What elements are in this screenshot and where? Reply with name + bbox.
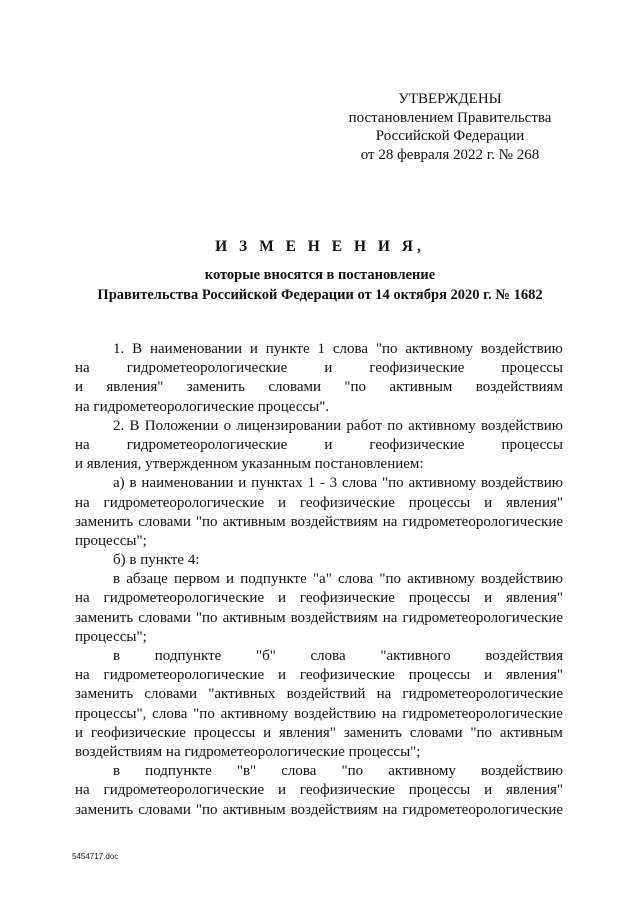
body-word: на — [75, 667, 90, 684]
body-line — [75, 398, 563, 417]
body-word: воздействию — [480, 341, 563, 357]
body-line — [75, 685, 563, 704]
body-word: 3 — [329, 475, 338, 492]
body-word: процессы"; — [75, 532, 147, 549]
body-word: по — [387, 417, 403, 434]
body-word: и — [484, 782, 493, 799]
body-word: заменить — [75, 686, 134, 703]
body-word: геофизические — [299, 590, 395, 607]
body-word: явления" — [505, 667, 563, 684]
body-word: воздействиям — [290, 801, 378, 818]
body-word: активным — [222, 513, 286, 530]
body-word: "активного — [380, 648, 451, 664]
body-word: подпункте — [145, 763, 212, 780]
footer-doc-name: 5454717.doc — [72, 852, 119, 861]
body-word: на — [382, 609, 398, 626]
body-word: гидрометеорологические — [103, 494, 265, 511]
body-word: геофизические — [299, 667, 395, 684]
body-word: заменить — [75, 513, 134, 530]
body-word: В — [129, 417, 140, 434]
body-word: процессы — [408, 782, 471, 799]
body-line — [75, 359, 563, 378]
body-word: "по — [341, 763, 364, 780]
body-word: слова — [332, 341, 369, 357]
body-word: процессы — [501, 360, 563, 377]
body-word: в — [113, 648, 121, 664]
body-word: словами — [138, 801, 191, 818]
body-word: и — [484, 494, 493, 511]
body-word: геофизические — [369, 436, 465, 453]
body-word: лицензировании — [236, 417, 342, 434]
body-word: воздействиям на гидрометеорологические процессы"; — [75, 743, 421, 760]
body-word: и — [324, 360, 333, 377]
body-word: гидрометеорологические — [402, 609, 563, 626]
body-word: воздействиям — [475, 379, 563, 396]
body-word: и — [277, 494, 286, 511]
body-line — [75, 647, 563, 666]
body-line — [75, 743, 563, 762]
body-word: явления" — [106, 379, 164, 396]
body-word: воздействию — [294, 705, 377, 722]
body-word: в — [113, 763, 121, 780]
body-word: явления" — [278, 724, 336, 741]
body-line — [75, 494, 563, 513]
body-word: гидрометеорологические — [402, 513, 563, 530]
body-line — [75, 455, 563, 474]
body-word: "по — [344, 379, 367, 396]
body-word: наименовании — [149, 341, 242, 357]
body-word: подпункте — [240, 571, 307, 588]
body-word: явления" — [505, 494, 563, 511]
body-word: активным — [499, 724, 563, 741]
body-word: 1 — [307, 475, 315, 492]
body-word: и — [484, 667, 493, 684]
body-line — [75, 609, 563, 628]
body-word: активному — [220, 705, 289, 722]
body-line — [75, 762, 563, 781]
body-word: в — [129, 475, 137, 492]
body-line — [75, 340, 563, 359]
body-word: слова — [341, 475, 378, 492]
body-word: "по — [379, 571, 401, 588]
body-word: слова — [338, 571, 374, 588]
body-word: и — [238, 475, 247, 492]
approved-line-3: от 28 февраля 2022 г. № 268 — [360, 146, 540, 163]
body-word: "а" — [312, 571, 332, 588]
body-word: - — [319, 475, 325, 492]
body-line — [75, 589, 563, 608]
body-line — [75, 513, 563, 532]
body-line — [75, 474, 563, 493]
body-word: "по — [375, 341, 398, 357]
body-line — [75, 436, 563, 455]
body-word: процессы — [408, 590, 471, 607]
body-word: "по — [470, 724, 493, 741]
body-word: активным — [389, 379, 453, 396]
body-word: о — [223, 417, 232, 434]
body-word: и — [277, 667, 286, 684]
body-word: словами — [409, 724, 463, 741]
body-word: и — [226, 571, 235, 588]
body-word: 2. — [113, 417, 125, 434]
body-word: процессы"; — [75, 628, 147, 645]
body-word: и явления, утвержденном указанным постановлением: — [75, 456, 424, 473]
body-word: гидрометеорологические — [103, 590, 265, 607]
body-word: заменить — [186, 379, 245, 396]
body-word: заменить — [75, 609, 134, 626]
body-word: первом — [173, 571, 220, 588]
body-word: активному — [388, 763, 456, 780]
body-word: активным — [222, 801, 286, 818]
body-word: воздействий — [286, 686, 366, 703]
body-word: 1. — [113, 341, 125, 357]
body-word: активным — [222, 609, 286, 626]
body-word: работ — [346, 417, 383, 434]
body-word: воздействия — [485, 648, 563, 664]
body-word: подпункте — [154, 648, 222, 664]
body-word: словами — [144, 686, 198, 703]
body-word: словами — [268, 379, 322, 396]
body-word: активному — [405, 341, 474, 357]
body-line — [75, 666, 563, 685]
body-word: воздействиям — [290, 609, 378, 626]
body-word: а) — [113, 475, 125, 492]
approved-title: УТВЕРЖДЕНЫ — [398, 91, 502, 107]
body-word: активному — [407, 571, 475, 588]
document-subtitle — [60, 265, 580, 305]
body-word: геофизические — [299, 494, 395, 511]
body-word: на — [382, 801, 398, 818]
body-word: и — [75, 724, 84, 741]
body-word: слова — [310, 648, 346, 664]
body-word: Положении — [144, 417, 219, 434]
body-word: пункте — [265, 341, 310, 357]
body-word: гидрометеорологические — [402, 705, 563, 722]
body-line — [75, 570, 563, 589]
body-line — [75, 724, 563, 743]
body-word: воздействиям — [290, 513, 378, 530]
body-word: слова — [281, 763, 317, 780]
body-word: геофизические — [90, 724, 186, 741]
body-word: "по — [195, 801, 218, 818]
body-word: словами — [138, 513, 191, 530]
body-word: и — [484, 590, 493, 607]
body-word: и — [277, 782, 286, 799]
body-line — [75, 532, 563, 551]
body-word: воздействию — [480, 417, 563, 434]
body-word: на — [75, 590, 90, 607]
body-word: на — [382, 513, 398, 530]
body-word: на — [75, 782, 90, 799]
body-word: на гидрометеорологические процессы". — [75, 398, 330, 415]
body-word: и — [277, 590, 286, 607]
body-word: в — [113, 571, 121, 588]
body-word: "в" — [236, 763, 257, 780]
body-word: геофизические — [299, 782, 395, 799]
approval-block — [330, 90, 570, 164]
body-word: активному — [408, 475, 477, 492]
body-word: на — [75, 436, 90, 453]
body-word: гидрометеорологические — [402, 801, 563, 818]
approved-line-1: постановлением Правительства — [348, 109, 552, 126]
body-line — [75, 781, 563, 800]
body-word: наименовании — [141, 475, 234, 492]
body-word: и — [324, 436, 333, 453]
body-word: явления" — [505, 782, 563, 799]
body-word: "по — [195, 513, 218, 530]
body-word: "по — [381, 475, 404, 492]
body-word: "по — [195, 609, 218, 626]
body-line — [75, 417, 563, 436]
body-word: на — [381, 705, 397, 722]
body-word: на — [75, 494, 90, 511]
body-word: заменить — [343, 724, 402, 741]
body-word: гидрометеорологические — [103, 782, 265, 799]
body-word: геофизические — [369, 360, 465, 377]
body-word: гидрометеорологические — [402, 686, 563, 703]
body-word: процессы — [193, 724, 256, 741]
body-word: процессы — [408, 494, 471, 511]
body-word: воздействию — [481, 763, 563, 780]
body-word: пунктах — [251, 475, 303, 492]
body-word: б) в пункте 4: — [113, 552, 200, 569]
body-word: процессы — [501, 436, 563, 453]
body-word: гидрометеорологические — [126, 436, 288, 453]
body-word: и — [249, 341, 258, 357]
body-word: процессы", — [75, 705, 147, 722]
subtitle-line-2: Правительства Российской Федерации от 14 октября 2020 г. № 1682 — [97, 287, 543, 303]
body-line — [75, 705, 563, 724]
subtitle-line-1: которые вносятся в постановление — [204, 267, 436, 283]
body-word: и — [263, 724, 272, 741]
body-word: В — [132, 341, 143, 357]
body-word: процессы — [408, 667, 471, 684]
body-line — [75, 378, 563, 397]
body-word: на — [376, 686, 392, 703]
body-word: слова — [152, 705, 188, 722]
body-word: явления" — [505, 590, 563, 607]
document-title: И З М Е Н Е Н И Я, — [215, 238, 425, 255]
body-word: "б" — [255, 648, 276, 664]
body-word: гидрометеорологические — [126, 360, 288, 377]
document-body — [75, 340, 563, 820]
body-word: 1 — [317, 341, 325, 357]
body-line — [75, 628, 563, 647]
body-word: заменить — [75, 801, 134, 818]
body-word: абзаце — [126, 571, 168, 588]
body-word: на — [75, 360, 90, 377]
body-word: воздействию — [480, 571, 563, 588]
body-line — [75, 551, 563, 570]
body-line — [75, 801, 563, 820]
body-word: воздействию — [480, 475, 563, 492]
approved-line-2: Российской Федерации — [375, 128, 525, 144]
body-word: гидрометеорологические — [103, 667, 265, 684]
body-word: словами — [138, 609, 191, 626]
body-word: "активных — [208, 686, 276, 703]
body-word: и — [75, 379, 84, 396]
body-word: "по — [193, 705, 215, 722]
body-word: активному — [408, 417, 476, 434]
